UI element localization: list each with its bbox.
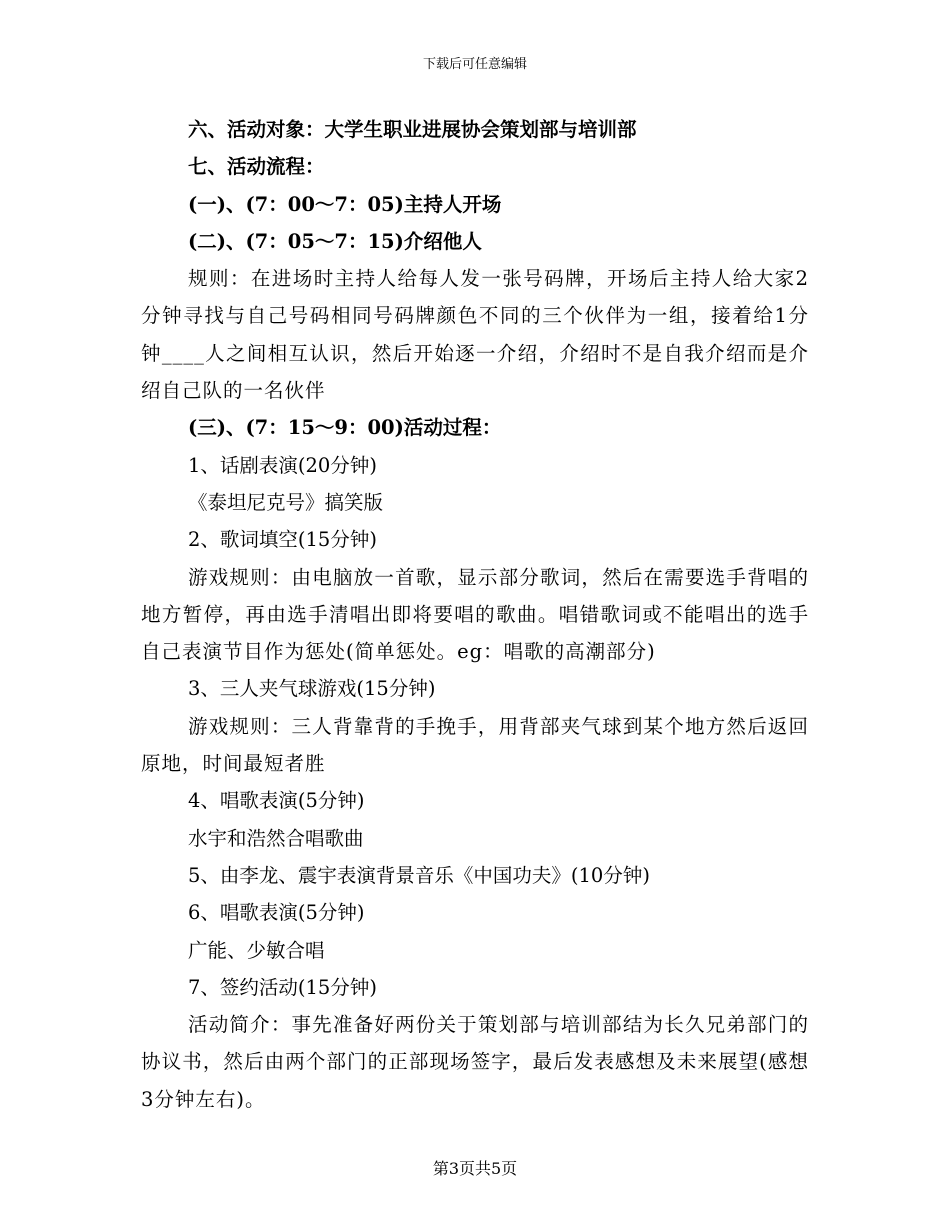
item-4-description: 水宇和浩然合唱歌曲 <box>188 826 364 850</box>
phase-heading-2: (二)、(7：05～7：15)介绍他人 <box>188 229 482 253</box>
item-3-heading: 3、三人夹气球游戏(15分钟) <box>188 677 436 701</box>
item-7-heading: 7、签约活动(15分钟) <box>188 975 377 999</box>
item-3-rules: 游戏规则：三人背靠背的手挽手，用背部夹气球到某个地方然后返回原地，时间最短者胜 <box>141 714 809 776</box>
item-5-heading: 5、由李龙、震宇表演背景音乐《中国功夫》(10分钟) <box>188 863 650 887</box>
phase-heading-3: (三)、(7：15～9：00)活动过程： <box>188 416 502 440</box>
item-6-heading: 6、唱歌表演(5分钟) <box>188 901 365 925</box>
phase-heading-1: (一)、(7：00～7：05)主持人开场 <box>188 192 502 216</box>
document-body <box>141 111 809 1118</box>
page-number: 第3页共5页 <box>432 1159 518 1178</box>
rules-paragraph: 规则：在进场时主持人给每人发一张号码牌，开场后主持人给大家2分钟寻找与自己号码相同号码牌颜色不同的三个伙伴为一组，接着给1分钟____人之间相互认识，然后开始逐一介绍，介绍时不是自我介绍而是介绍自己队的一名伙伴 <box>141 267 809 403</box>
item-1-heading: 1、话剧表演(20分钟) <box>188 453 377 477</box>
item-6-description: 广能、少敏合唱 <box>188 938 325 962</box>
page-header: 下载后可任意编辑 <box>422 57 527 72</box>
section-heading-7: 七、活动流程： <box>188 155 325 179</box>
item-2-rules: 游戏规则：由电脑放一首歌，显示部分歌词，然后在需要选手背唱的地方暂停，再由选手清唱出即将要唱的歌曲。唱错歌词或不能唱出的选手自己表演节目作为惩处(简单惩处。eg：唱歌的高潮部分) <box>141 565 809 664</box>
item-7-description: 活动简介：事先准备好两份关于策划部与培训部结为长久兄弟部门的协议书，然后由两个部门的正部现场签字，最后发表感想及未来展望(感想3分钟左右)。 <box>141 1013 809 1111</box>
section-heading-6: 六、活动对象：大学生职业进展协会策划部与培训部 <box>188 118 637 141</box>
item-4-heading: 4、唱歌表演(5分钟) <box>188 789 365 813</box>
item-2-heading: 2、歌词填空(15分钟) <box>188 528 377 552</box>
item-1-description: 《泰坦尼克号》搞笑版 <box>188 490 384 514</box>
